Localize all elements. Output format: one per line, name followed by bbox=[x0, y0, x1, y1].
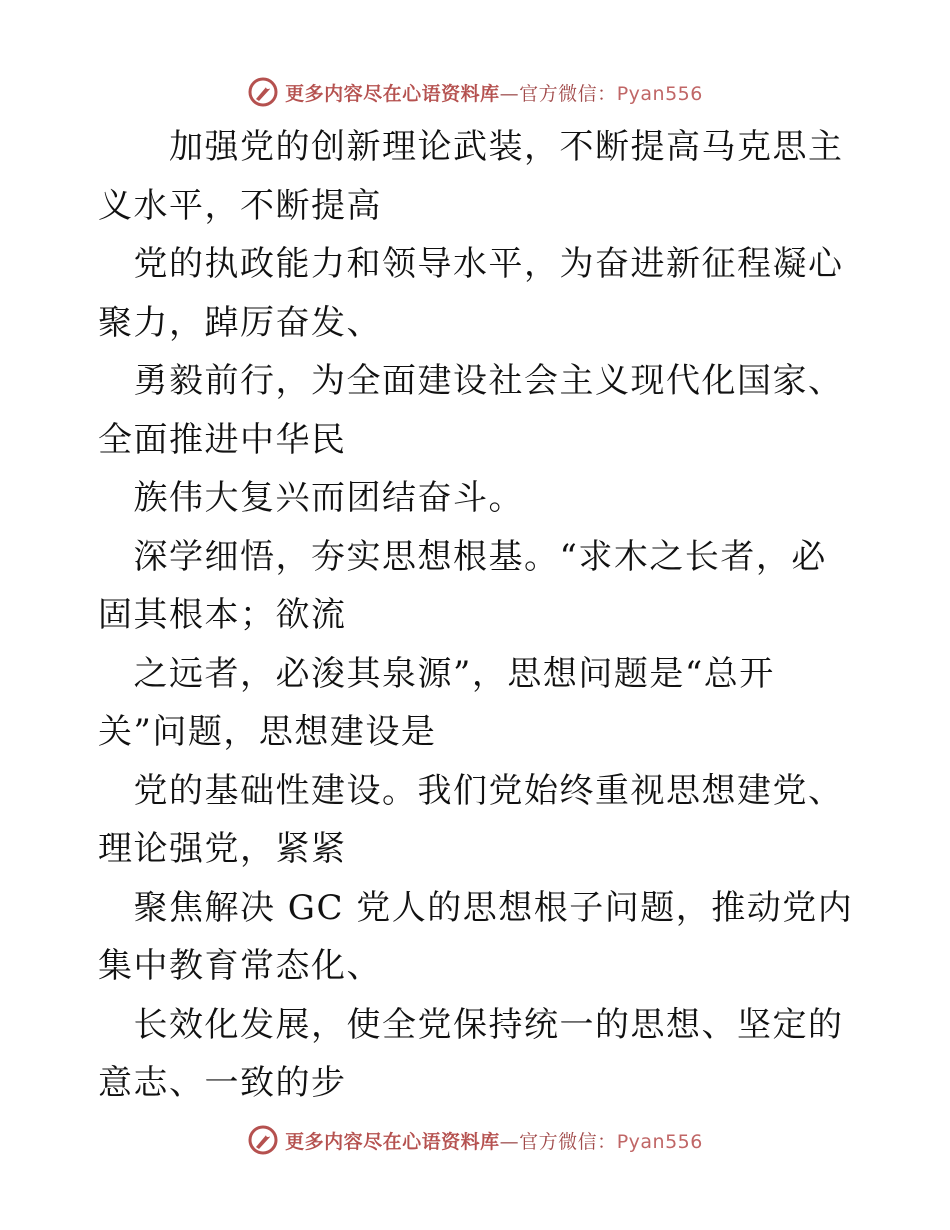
header-watermark bbox=[0, 72, 950, 112]
paragraph-line-9: 长效化发展，使全党保持统一的思想、坚定的意志、一致的步 bbox=[98, 1004, 844, 1103]
header-wechat-label: 官方微信： bbox=[519, 82, 617, 105]
header-separator: — bbox=[499, 82, 520, 105]
document-body bbox=[98, 118, 858, 1113]
paragraph-line-6: 之远者，必浚其泉源”，思想问题是“总开关”问题，思想建设是 bbox=[98, 653, 775, 752]
paragraph-line-4: 族伟大复兴而团结奋斗。 bbox=[98, 478, 524, 518]
header-wechat-id: Pyan556 bbox=[616, 82, 703, 105]
footer-wechat-id: Pyan556 bbox=[616, 1130, 703, 1153]
footer-wechat-label: 官方微信： bbox=[519, 1130, 617, 1153]
paragraph-line-2: 党的执政能力和领导水平，为奋进新征程凝心聚力，踔厉奋发、 bbox=[98, 244, 844, 343]
paragraph-line-5: 深学细悟，夯实思想根基。“求木之长者，必固其根本；欲流 bbox=[98, 536, 827, 635]
pen-nib-logo-icon bbox=[247, 1124, 279, 1156]
paragraph-line-7: 党的基础性建设。我们党始终重视思想建党、理论强党，紧紧 bbox=[98, 770, 844, 869]
paragraph-line-8: 聚焦解决 GC 党人的思想根子问题，推动党内集中教育常态化、 bbox=[98, 887, 854, 986]
pen-nib-logo-icon bbox=[247, 76, 279, 108]
footer-brand: 更多内容尽在心语资料库 bbox=[285, 1130, 500, 1153]
footer-watermark bbox=[0, 1120, 950, 1160]
paragraph-line-3: 勇毅前行，为全面建设社会主义现代化国家、全面推进中华民 bbox=[98, 361, 844, 460]
header-brand: 更多内容尽在心语资料库 bbox=[285, 82, 500, 105]
footer-separator: — bbox=[499, 1130, 520, 1153]
paragraph-line-1: 加强党的创新理论武装，不断提高马克思主义水平，不断提高 bbox=[98, 127, 844, 226]
